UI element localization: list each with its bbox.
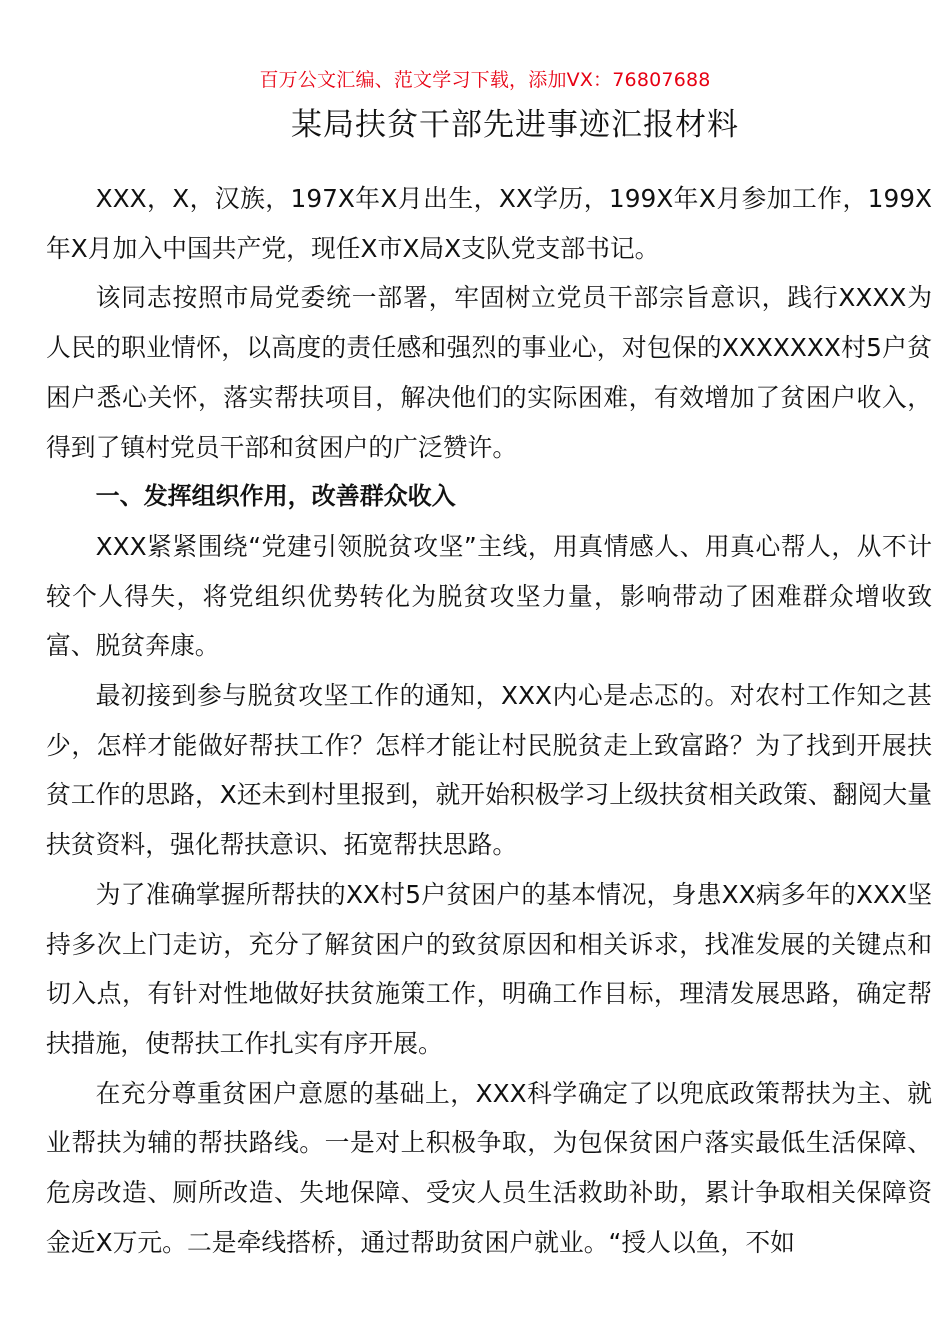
paragraph-section-1: XXX紧紧围绕“党建引领脱贫攻坚”主线，用真情感人、用真心帮人，从不计较个人得失，将党组织优势转化为脱贫攻坚力量，影响带动了困难群众增收致富、脱贫奔康。 xyxy=(46,531,932,661)
paragraph-summary: 该同志按照市局党委统一部署，牢固树立党员干部宗旨意识，践行XXXX为人民的职业情怀，以高度的责任感和强烈的事业心，对包保的XXXXXXX村5户贫困户悉心关怀，落实帮扶项目，解决他们的实际困难，有效增加了贫困户收入，得到了镇村党员干部和贫困户的广泛赞许。 xyxy=(46,283,932,462)
paragraph-section-3: 为了准确掌握所帮扶的XX村5户贫困户的基本情况，身患XX病多年的XXX坚持多次上门走访，充分了解贫困户的致贫原因和相关诉求，找准发展的关键点和切入点，有针对性地做好扶贫施策工作，明确工作目标，理清发展思路，确定帮扶措施，使帮扶工作扎实有序开展。 xyxy=(46,879,932,1058)
section-heading: 一、发挥组织作用，改善群众收入 xyxy=(95,482,456,511)
paragraph-profile: XXX，X，汉族，197X年X月出生，XX学历，199X年X月参加工作，199X年X月加入中国共产党，现任X市X局X支队党支部书记。 xyxy=(46,184,932,263)
header-promo-note: 百万公文汇编、范文学习下载，添加VX：76807688 xyxy=(259,69,711,91)
paragraph-section-2: 最初接到参与脱贫攻坚工作的通知，XXX内心是忐忑的。对农村工作知之甚少，怎样才能做好帮扶工作？怎样才能让村民脱贫走上致富路？为了找到开展扶贫工作的思路，X还未到村里报到，就开始积极学习上级扶贫相关政策、翻阅大量扶贫资料，强化帮扶意识、拓宽帮扶思路。 xyxy=(46,681,932,860)
page-title: 某局扶贫干部先进事迹汇报材料 xyxy=(291,107,739,143)
paragraph-section-4: 在充分尊重贫困户意愿的基础上，XXX科学确定了以兜底政策帮扶为主、就业帮扶为辅的帮扶路线。一是对上积极争取，为包保贫困户落实最低生活保障、危房改造、厕所改造、失地保障、受灾人员生活救助补助，累计争取相关保障资金近X万元。二是牵线搭桥，通过帮助贫困户就业。“授人以鱼，不如 xyxy=(46,1078,932,1257)
document-body xyxy=(46,174,932,1267)
